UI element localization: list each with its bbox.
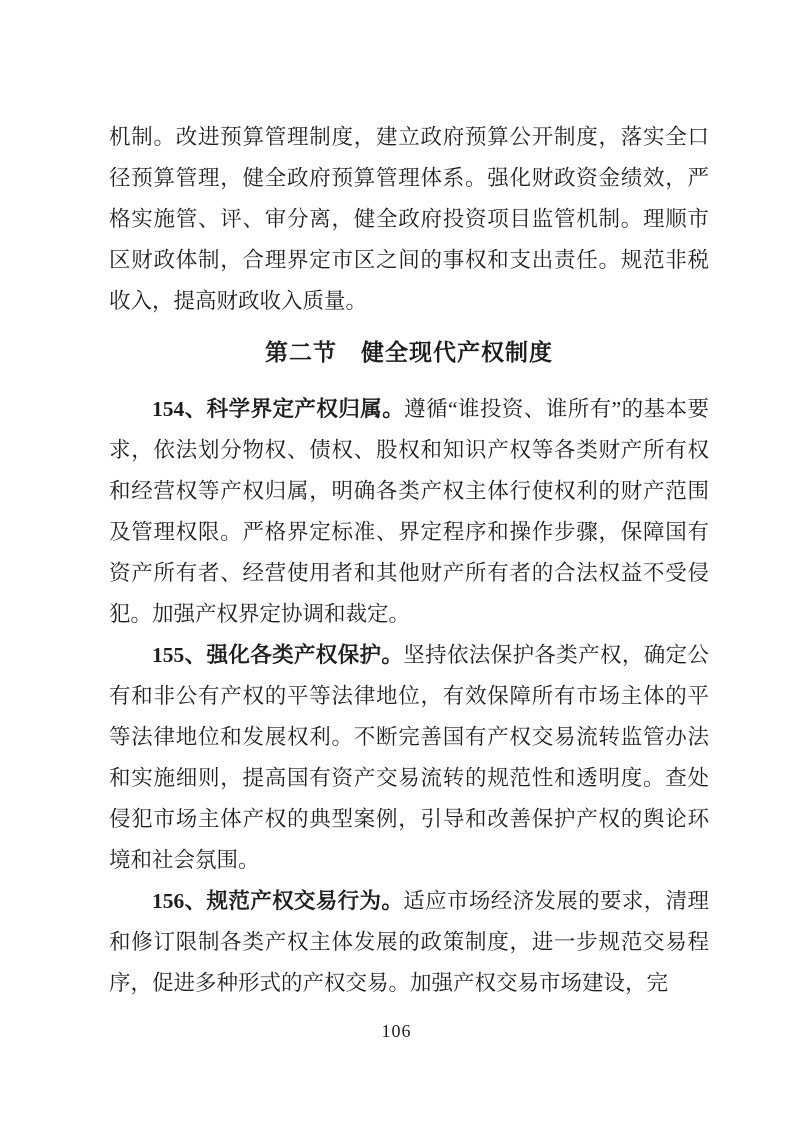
clause-156-body: 适应市场经济发展的要求，清理和修订限制各类产权主体发展的政策制度，进一步规范交易程序，促进多种形式的产权交易。加强产权交易市场建设，完 (109, 889, 709, 995)
page-footer (0, 1021, 793, 1042)
clause-154-body: 遵循“谁投资、谁所有”的基本要求，依法划分物权、债权、股权和知识产权等各类财产所有权和经营权等产权归属，明确各类产权主体行使权利的财产范围及管理权限。严格界定标准、界定程序和操作步骤，保障国有资产所有者、经营使用者和其他财产所有者的合法权益不受侵犯。加强产权界定协调和裁定。 (109, 397, 709, 626)
clause-154-paragraph (109, 389, 709, 635)
continuation-paragraph: 机制。改进预算管理制度，建立政府预算公开制度，落实全口径预算管理，健全政府预算管理体系。强化财政资金绩效，严格实施管、评、审分离，健全政府投资项目监管机制。理顺市区财政体制，合理界定市区之间的事权和支出责任。规范非税收入，提高财政收入质量。 (109, 125, 709, 313)
text-block (109, 117, 709, 1004)
section-heading: 第二节 健全现代产权制度 (265, 340, 553, 365)
clause-156-paragraph (109, 881, 709, 1004)
clause-155-lead: 155、强化各类产权保护。 (152, 643, 404, 667)
clause-155-body: 坚持依法保护各类产权，确定公有和非公有产权的平等法律地位，有效保障所有市场主体的平等法律地位和发展权利。不断完善国有产权交易流转监管办法和实施细则，提高国有资产交易流转的规范性和透明度。查处侵犯市场主体产权的典型案例，引导和改善保护产权的舆论环境和社会氛围。 (109, 643, 709, 872)
clause-154-lead: 154、科学界定产权归属。 (152, 397, 405, 421)
clause-156-lead: 156、规范产权交易行为。 (152, 889, 404, 913)
clause-155-paragraph (109, 635, 709, 881)
page-number: 106 (381, 1021, 412, 1041)
